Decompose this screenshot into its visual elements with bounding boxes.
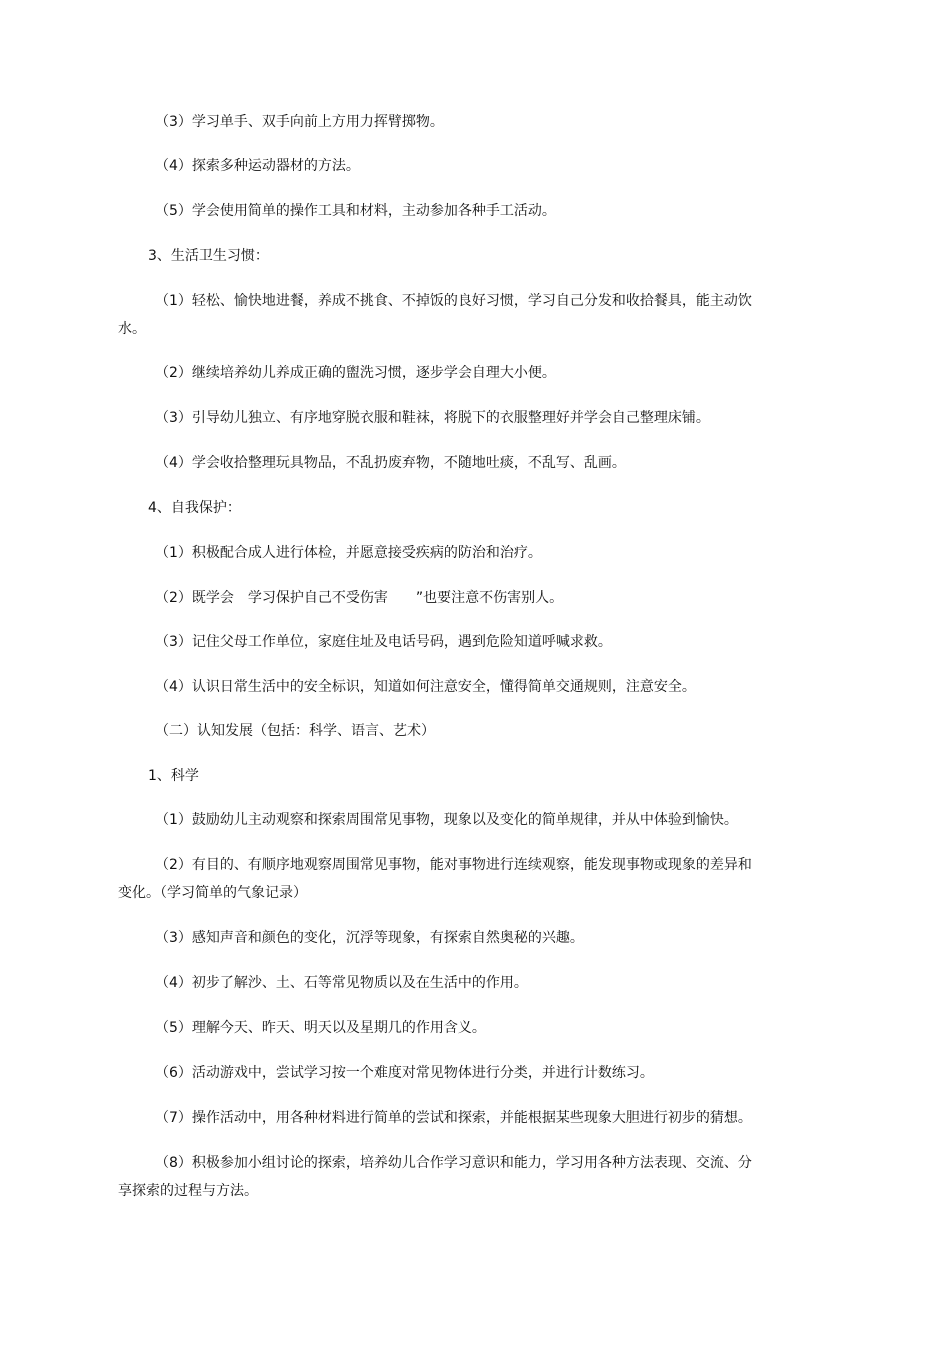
science-item-5: （5）理解今天、昨天、明天以及星期几的作用含义。 (155, 1020, 486, 1036)
science-item-3: （3）感知声音和颜色的变化，沉浮等现象，有探索自然奥秘的兴趣。 (155, 930, 584, 946)
protection-item-3: （3）记住父母工作单位，家庭住址及电话号码，遇到危险知道呼喊求救。 (155, 634, 612, 650)
section-heading-cognitive: （二）认知发展（包括：科学、语言、艺术） (155, 723, 435, 739)
science-item-2-continuation: 变化。（学习简单的气象记录） (118, 885, 307, 901)
hygiene-item-1: （1）轻松、愉快地进餐，养成不挑食、不掉饭的良好习惯，学习自己分发和收拾餐具，能主动饮 (155, 293, 752, 309)
protection-item-4: （4）认识日常生活中的安全标识，知道如何注意安全，懂得简单交通规则，注意安全。 (155, 679, 696, 695)
science-item-1: （1）鼓励幼儿主动观察和探索周围常见事物，现象以及变化的简单规律，并从中体验到愉快。 (155, 812, 738, 828)
hygiene-item-2: （2）继续培养幼儿养成正确的盥洗习惯，逐步学会自理大小便。 (155, 365, 556, 381)
science-item-7: （7）操作活动中，用各种材料进行简单的尝试和探索，并能根据某些现象大胆进行初步的猜想。 (155, 1110, 752, 1126)
science-item-6: （6）活动游戏中，尝试学习按一个难度对常见物体进行分类，并进行计数练习。 (155, 1065, 654, 1081)
hygiene-item-1-continuation: 水。 (118, 321, 146, 337)
motor-item-4: （4）探索多种运动器材的方法。 (155, 158, 360, 174)
subsection-heading-science: 1、科学 (148, 768, 199, 784)
motor-item-3: （3）学习单手、双手向前上方用力挥臂掷物。 (155, 114, 444, 130)
science-item-8: （8）积极参加小组讨论的探索，培养幼儿合作学习意识和能力，学习用各种方法表现、交流、分 (155, 1155, 752, 1171)
science-item-2: （2）有目的、有顺序地观察周围常见事物，能对事物进行连续观察，能发现事物或现象的差异和 (155, 857, 752, 873)
protection-item-1: （1）积极配合成人进行体检，并愿意接受疾病的防治和治疗。 (155, 545, 542, 561)
hygiene-item-3: （3）引导幼儿独立、有序地穿脱衣服和鞋袜，将脱下的衣服整理好并学会自己整理床铺。 (155, 410, 710, 426)
section-heading-self-protection: 4、自我保护： (148, 500, 241, 516)
science-item-8-continuation: 享探索的过程与方法。 (118, 1183, 258, 1199)
hygiene-item-4: （4）学会收拾整理玩具物品，不乱扔废弃物，不随地吐痰，不乱写、乱画。 (155, 455, 626, 471)
science-item-4: （4）初步了解沙、土、石等常见物质以及在生活中的作用。 (155, 975, 528, 991)
motor-item-5: （5）学会使用简单的操作工具和材料，主动参加各种手工活动。 (155, 203, 556, 219)
protection-item-2: （2）既学会 学习保护自己不受伤害 ”也要注意不伤害别人。 (155, 590, 564, 606)
section-heading-hygiene: 3、生活卫生习惯： (148, 248, 269, 264)
